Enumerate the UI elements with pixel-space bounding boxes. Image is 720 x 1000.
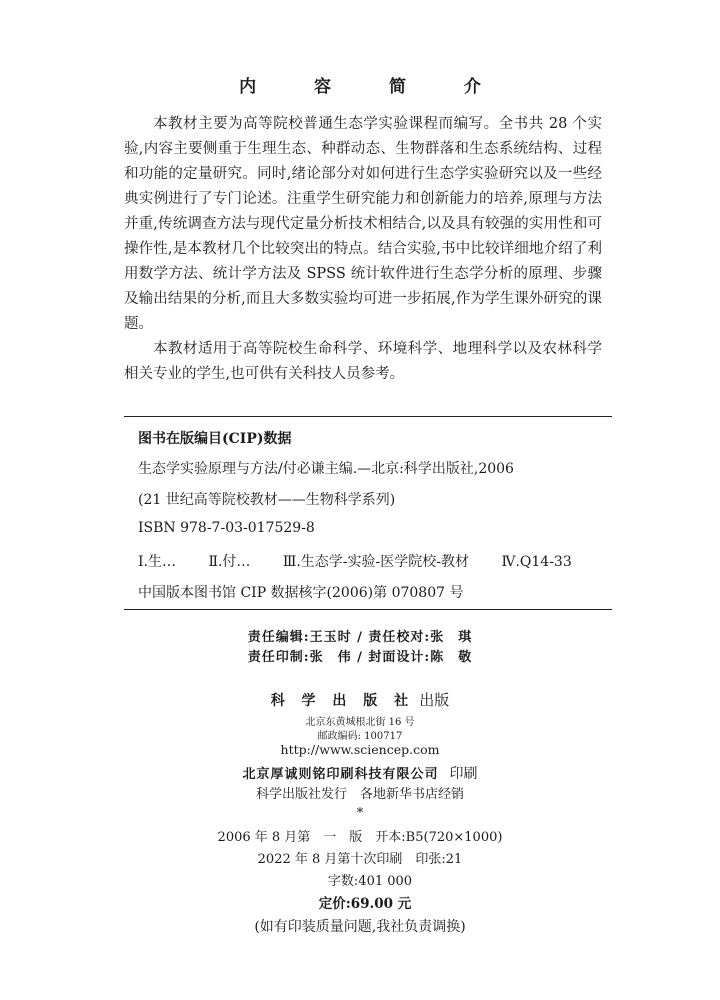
staff-line-2: 责任印制:张 伟 / 封面设计:陈 敬 [247,650,473,665]
cip-classification [138,551,600,571]
printer-name: 北京厚诚则铭印刷科技有限公司 [242,767,439,782]
edition-first: 2006 年 8 月第 一 版 开本:B5(720×1000) [217,830,503,845]
distribution-line: 科学出版社发行 各地新华书店经销 [255,787,464,802]
publisher-line [0,689,720,710]
cip-isbn: ISBN 978-7-03-017529-8 [138,520,315,536]
cip-class-3: Ⅲ.生态学-实验-医学院校-教材 [282,554,470,570]
quality-notice: (如有印装质量问题,我社负责调换) [254,919,466,935]
publisher-address: 北京东黄城根北街 16 号 [305,717,415,728]
publisher-suffix: 出版 [419,691,450,709]
cip-record: 中国版本图书馆 CIP 数据核字(2006)第 070807 号 [138,585,464,601]
summary-paragraph-2: 本教材适用于高等院校生命科学、环境科学、地理科学以及农林科学相关专业的学生,也可供有关科技人员参考。 [124,341,602,382]
summary-paragraph-1: 本教材主要为高等院校普通生态学实验课程而编写。全书共 28 个实验,内容主要侧重于生理生态、种群动态、生物群落和生态系统结构、过程和功能的定量研究。同时,绪论部分对如何进行生态学实验研究以及一些经典实例进行了专门论述。注重学生研究能力和创新能力的培养,原理与方法并重,传统调查方法与现代定量分析技术相结合,以及具有较强的实用性和可操作性,是本教材几个比较突出的特点。结合实验,书中比较详细地介绍了利用数学方法、统计学方法及 SPSS 统计软件进行生态学分析的原理、步骤及输出结果的分析,而且大多数实验均可进一步拓展,作为学生课外研究的课题。 [124,116,602,332]
publisher-name: 科 学 出 版 社 [270,693,415,709]
printer-line [0,763,720,783]
cip-top-rule [124,416,612,417]
staff-line-1: 责任编辑:王玉时 / 责任校对:张 琪 [247,630,473,645]
publisher-postcode: 邮政编码: 100717 [317,731,403,742]
word-count: 字数:401 000 [327,874,413,889]
cip-class-4: Ⅳ.Q14-33 [501,554,572,570]
cip-series: (21 世纪高等院校教材——生物科学系列) [138,492,396,508]
publisher-url: http://www.sciencep.com [280,742,440,757]
cip-bottom-rule [124,609,612,610]
price: 定价:69.00 元 [318,896,412,912]
separator-asterisk: * [356,806,364,821]
printer-suffix: 印刷 [449,766,478,782]
content-summary [124,112,602,387]
cip-citation: 生态学实验原理与方法/付必谦主编.—北京:科学出版社,2006 [138,461,514,477]
edition-latest: 2022 年 8 月第十次印刷 印张:21 [257,852,463,867]
page-title: 内 容 简 介 [239,77,507,97]
cip-class-2: Ⅱ.付… [208,554,251,570]
cip-class-1: Ⅰ.生… [138,554,176,570]
cip-heading: 图书在版编目(CIP)数据 [138,431,292,447]
